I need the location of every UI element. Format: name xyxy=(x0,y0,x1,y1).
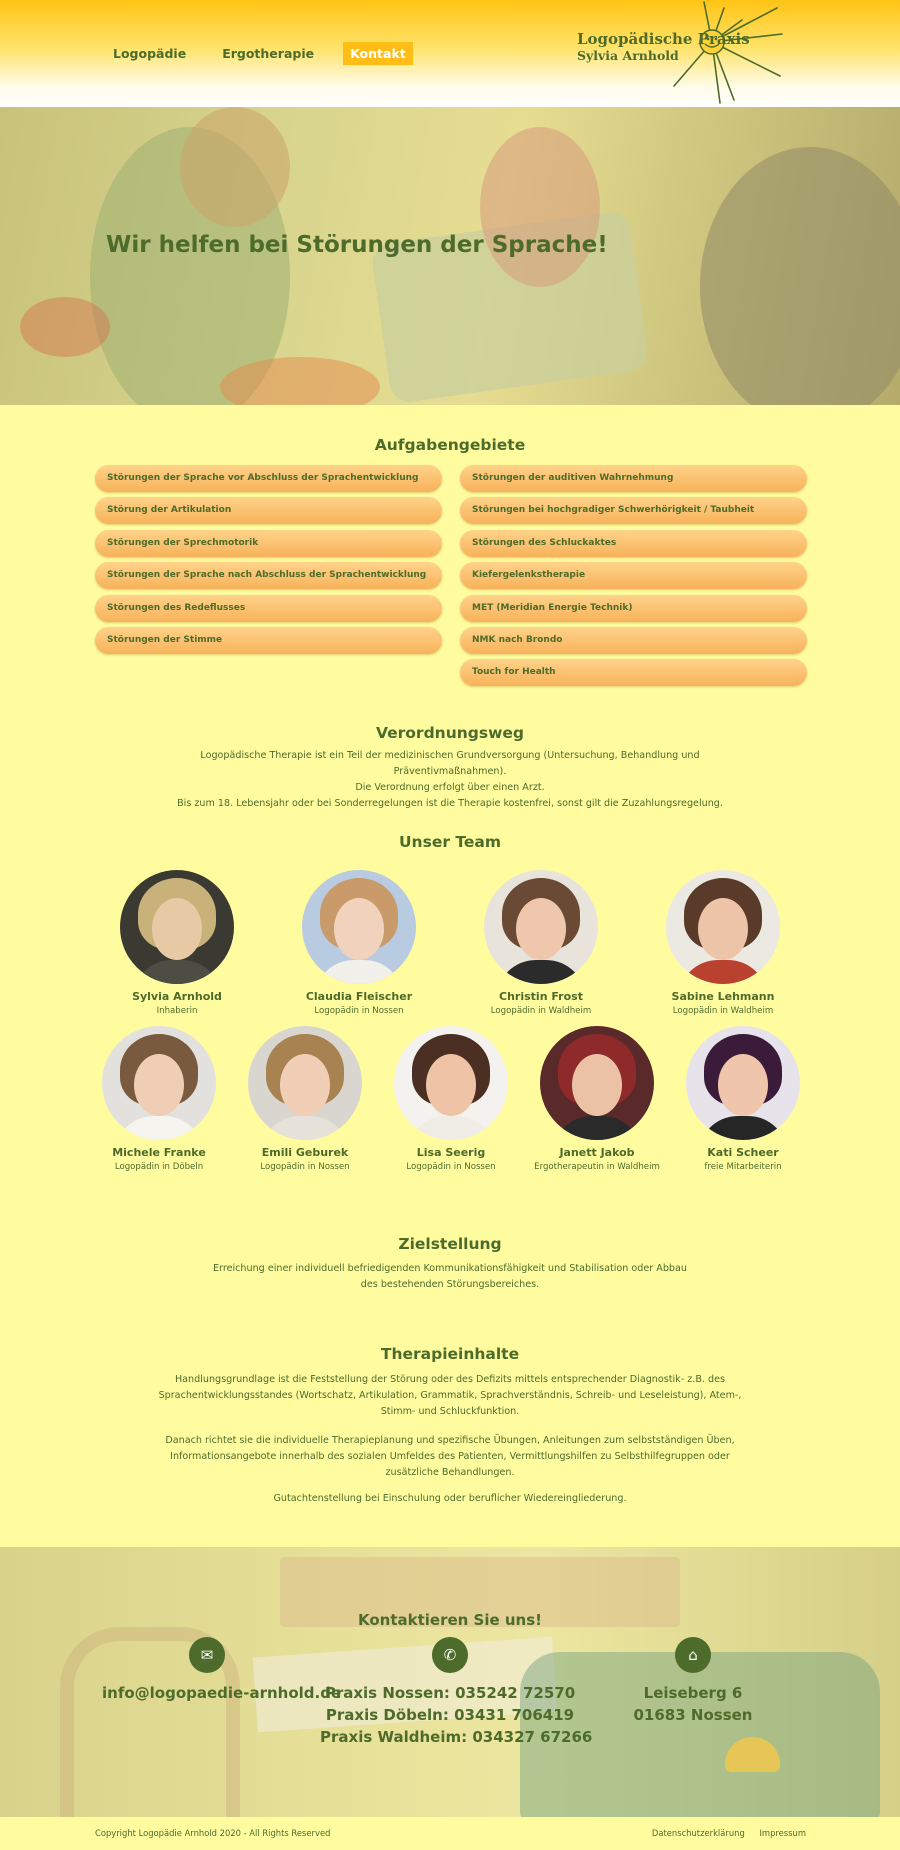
verordnung-text xyxy=(150,748,750,812)
text-line: Die Verordnung erfolgt über einen Arzt. xyxy=(355,782,545,793)
member-name: Claudia Fleischer xyxy=(305,990,413,1003)
nav-ergotherapie[interactable]: Ergotherapie xyxy=(222,46,315,61)
list-item: Störungen der Sprache vor Abschluss der Sprachentwicklung xyxy=(95,465,442,492)
member-name: Christin Frost xyxy=(499,990,583,1003)
member-name: Michele Franke xyxy=(112,1146,206,1159)
avatar xyxy=(666,870,780,984)
section-title-aufgaben: Aufgabengebiete xyxy=(374,436,526,454)
team-member xyxy=(648,870,798,1016)
text-line: zusätzliche Behandlungen. xyxy=(385,1467,515,1478)
text-line: Stimm- und Schluckfunktion. xyxy=(380,1406,520,1417)
section-title-verordnung: Verordnungsweg xyxy=(375,724,525,742)
logo-subtitle: Sylvia Arnhold xyxy=(577,48,679,63)
member-role: Logopädin in Nossen xyxy=(314,1006,404,1016)
text-line: Informationsangebote innerhalb des sozialen Umfeldes des Patienten, Vermittlungshilfen zu Selbsthilfegruppen oder xyxy=(170,1451,730,1462)
list-item: Störungen der Stimme xyxy=(95,627,442,654)
list-item: Störungen der Sprechmotorik xyxy=(95,530,442,557)
site-logo[interactable] xyxy=(577,0,807,105)
avatar xyxy=(686,1026,800,1140)
phone-line[interactable]: Praxis Nossen: 035242 72570 xyxy=(324,1684,576,1702)
text-line: Danach richtet sie die individuelle Therapieplanung und spezifische Übungen, Anleitungen zum selbstständigen Üben, xyxy=(165,1435,735,1446)
avatar xyxy=(394,1026,508,1140)
address-line: 01683 Nossen xyxy=(633,1706,753,1724)
avatar xyxy=(302,870,416,984)
member-name: Janett Jakob xyxy=(559,1146,635,1159)
contact-section xyxy=(0,1547,900,1817)
member-role: Logopädin in Nossen xyxy=(260,1162,350,1172)
therapie-paragraph-3: Gutachtenstellung bei Einschulung oder beruflicher Wiedereingliederung. xyxy=(273,1493,627,1504)
hero-photo-shape xyxy=(180,107,290,227)
therapie-paragraph-1 xyxy=(150,1372,750,1420)
logo-title: Logopädische Praxis xyxy=(577,30,750,48)
team-member xyxy=(230,1026,380,1172)
therapie-paragraph-2 xyxy=(150,1433,750,1481)
team-member xyxy=(466,870,616,1016)
ziel-text xyxy=(150,1261,750,1293)
text-line: Bis zum 18. Lebensjahr oder bei Sonderregelungen ist die Therapie kostenfrei, sonst gilt die Zuzahlungsregelung. xyxy=(177,798,723,809)
contact-title: Kontaktieren Sie uns! xyxy=(357,1611,543,1629)
phone-line[interactable]: Praxis Döbeln: 03431 706419 xyxy=(325,1706,575,1724)
list-item: Störungen der auditiven Wahrnehmung xyxy=(460,465,807,492)
hero-photo-shape xyxy=(20,297,110,357)
avatar xyxy=(248,1026,362,1140)
footer-links xyxy=(640,1828,806,1838)
hero-photo-shape xyxy=(480,127,600,287)
footer-link-impressum[interactable]: Impressum xyxy=(759,1828,806,1838)
list-item: Touch for Health xyxy=(460,659,807,686)
avatar xyxy=(484,870,598,984)
copyright-text: Copyright Logopädie Arnhold 2020 - All Rights Reserved xyxy=(95,1828,331,1838)
member-name: Lisa Seerig xyxy=(416,1146,486,1159)
list-item: NMK nach Brondo xyxy=(460,627,807,654)
member-role: Inhaberin xyxy=(156,1006,198,1016)
member-name: Sabine Lehmann xyxy=(671,990,775,1003)
contact-email[interactable]: info@logopaedie-arnhold.de xyxy=(102,1684,342,1702)
phone-line[interactable]: Praxis Waldheim: 034327 67266 xyxy=(320,1728,593,1746)
contact-address xyxy=(613,1682,773,1726)
list-item: Störungen des Redeflusses xyxy=(95,595,442,622)
hero-photo-shape xyxy=(700,147,900,405)
text-line: Logopädische Therapie ist ein Teil der medizinischen Grundversorgung (Untersuchung, Behandlung und Präventivmaßnahmen). xyxy=(200,750,700,777)
nav-logopaedie[interactable]: Logopädie xyxy=(113,46,187,61)
phone-icon[interactable]: ✆ xyxy=(432,1637,468,1673)
team-member xyxy=(102,870,252,1016)
section-title-therapie: Therapieinhalte xyxy=(380,1345,520,1363)
list-item: Störungen bei hochgradiger Schwerhörigkeit / Taubheit xyxy=(460,497,807,524)
list-item: Kiefergelenkstherapie xyxy=(460,562,807,589)
avatar xyxy=(102,1026,216,1140)
member-name: Emili Geburek xyxy=(261,1146,349,1159)
team-member xyxy=(376,1026,526,1172)
hero-headline: Wir helfen bei Störungen der Sprache! xyxy=(106,232,608,258)
text-line: des bestehenden Störungsbereiches. xyxy=(360,1279,540,1290)
team-member xyxy=(84,1026,234,1172)
aufgaben-list-left xyxy=(95,465,442,659)
member-role: Logopädin in Waldheim xyxy=(490,1006,592,1016)
team-member xyxy=(522,1026,672,1172)
hero-banner xyxy=(0,107,900,405)
main-nav xyxy=(106,42,435,65)
envelope-icon[interactable]: ✉ xyxy=(189,1637,225,1673)
nav-kontakt[interactable]: Kontakt xyxy=(343,42,413,65)
aufgaben-list-right xyxy=(460,465,807,692)
section-title-ziel: Zielstellung xyxy=(398,1235,502,1253)
member-role: Logopädin in Waldheim xyxy=(672,1006,774,1016)
footer-link-datenschutz[interactable]: Datenschutzerklärung xyxy=(651,1828,745,1838)
member-role: Logopädin in Döbeln xyxy=(114,1162,204,1172)
list-item: Störung der Artikulation xyxy=(95,497,442,524)
team-member xyxy=(284,870,434,1016)
list-item: Störungen des Schluckaktes xyxy=(460,530,807,557)
member-role: freie Mitarbeiterin xyxy=(704,1162,782,1172)
avatar xyxy=(120,870,234,984)
sun-logo-icon xyxy=(672,0,807,105)
text-line: Erreichung einer individuell befriedigenden Kommunikationsfähigkeit und Stabilisation oder Abbau xyxy=(213,1263,687,1274)
list-item: Störungen der Sprache nach Abschluss der Sprachentwicklung xyxy=(95,562,442,589)
section-title-team: Unser Team xyxy=(398,833,502,851)
site-footer xyxy=(0,1817,900,1850)
text-line: Handlungsgrundlage ist die Feststellung der Störung oder des Defizits mittels entsprechender Diagnostik- z.B. des xyxy=(174,1374,726,1385)
member-name: Sylvia Arnhold xyxy=(132,990,222,1003)
member-role: Ergotherapeutin in Waldheim xyxy=(534,1162,660,1172)
team-member xyxy=(668,1026,818,1172)
contact-phones xyxy=(320,1682,593,1748)
site-header xyxy=(0,0,900,107)
member-role: Logopädin in Nossen xyxy=(406,1162,496,1172)
address-line: Leiseberg 6 xyxy=(643,1684,743,1702)
text-line: Sprachentwicklungsstandes (Wortschatz, Artikulation, Grammatik, Sprachverständnis, Schreib- und Leseleistung), Atem-, xyxy=(158,1390,742,1401)
member-name: Kati Scheer xyxy=(707,1146,779,1159)
home-icon[interactable]: ⌂ xyxy=(675,1637,711,1673)
avatar xyxy=(540,1026,654,1140)
list-item: MET (Meridian Energie Technik) xyxy=(460,595,807,622)
